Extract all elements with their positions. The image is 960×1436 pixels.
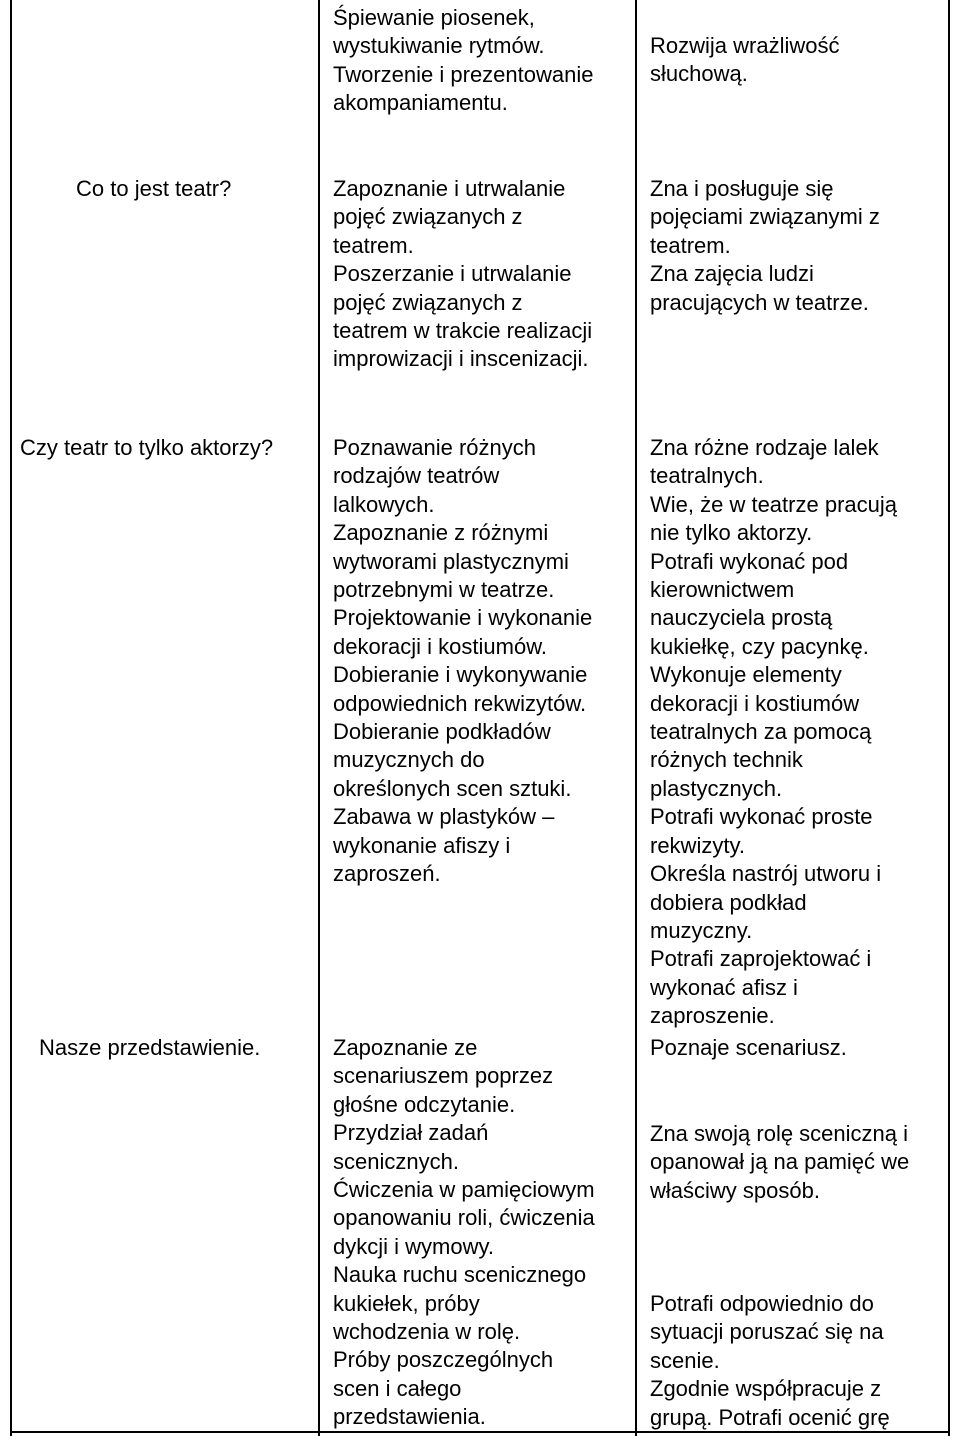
activities-cell — [333, 1034, 595, 1432]
text-line: Przydział zadań — [333, 1120, 489, 1146]
text-line: Potrafi wykonać proste — [650, 804, 873, 830]
text-line: Określa nastrój utworu i — [650, 861, 882, 887]
text-line: improwizacji i inscenizacji. — [333, 346, 589, 372]
text-line: Rozwija wrażliwość — [650, 33, 840, 58]
text-line: zaproszenie. — [650, 1003, 775, 1029]
text-line: lalkowych. — [333, 491, 435, 517]
text-line: teatralnych. — [650, 463, 764, 489]
text-line: muzycznych do — [333, 747, 485, 773]
text-line: Potrafi odpowiednio do — [650, 1291, 874, 1316]
text-line: pojęć związanych z — [333, 204, 523, 230]
activities-cell — [333, 434, 592, 889]
text-line: scenicznych. — [333, 1148, 459, 1174]
outcomes-cell — [650, 1120, 909, 1205]
outcomes-cell — [650, 1290, 890, 1432]
text-line: pracujących w teatrze. — [650, 289, 869, 315]
outcomes-cell — [650, 32, 839, 89]
text-line: Wykonuje elementy — [650, 662, 842, 688]
text-line: Wie, że w teatrze pracują — [650, 491, 897, 517]
text-line: Ćwiczenia w pamięciowym — [333, 1177, 595, 1203]
text-line: wchodzenia w rolę. — [333, 1319, 521, 1345]
text-line: Co to jest teatr? — [76, 176, 232, 201]
text-line: Próby poszczególnych — [333, 1347, 554, 1373]
text-line: Tworzenie i prezentowanie — [333, 61, 594, 87]
text-line: Zgodnie współpracuje z — [650, 1376, 882, 1402]
outcomes-cell — [650, 434, 897, 1031]
text-line: teatrem. — [333, 232, 414, 258]
text-line: Dobieranie podkładów — [333, 719, 551, 745]
text-line: Zna swoją rolę sceniczną i — [650, 1121, 909, 1146]
text-line: pojęć związanych z — [333, 289, 523, 315]
text-line: opanował ją na pamięć we — [650, 1149, 910, 1175]
text-line: wykonanie afiszy i — [333, 832, 511, 858]
text-line: Poszerzanie i utrwalanie — [333, 261, 572, 287]
text-line: Czy teatr to tylko aktorzy? — [20, 435, 274, 460]
text-line: rekwizyty. — [650, 832, 745, 858]
text-line: Zna i posługuje się — [650, 176, 834, 201]
table-border-left — [10, 0, 12, 1436]
activities-cell — [333, 175, 592, 374]
outcomes-cell — [650, 1034, 847, 1062]
text-line: Potrafi zaprojektować i — [650, 946, 872, 972]
text-line: dekoracji i kostiumów. — [333, 633, 547, 659]
text-line: muzyczny. — [650, 917, 753, 943]
text-line: opanowaniu roli, ćwiczenia — [333, 1205, 595, 1231]
topic-cell — [20, 434, 273, 462]
text-line: Dobieranie i wykonywanie — [333, 662, 588, 688]
text-line: słuchową. — [650, 61, 748, 87]
table-column-divider-1 — [318, 0, 320, 1436]
text-line: teatrem w trakcie realizacji — [333, 318, 593, 344]
text-line: zaproszeń. — [333, 861, 441, 887]
text-line: pojęciami związanymi z — [650, 204, 880, 230]
text-line: dekoracji i kostiumów — [650, 690, 860, 716]
text-line: scenariuszem poprzez — [333, 1063, 554, 1089]
text-line: wystukiwanie rytmów. — [333, 33, 545, 59]
text-line: dobiera podkład — [650, 889, 807, 915]
text-line: Zapoznanie z różnymi — [333, 520, 549, 546]
text-line: przedstawienia. — [333, 1404, 486, 1430]
topic-cell — [39, 1034, 260, 1062]
text-line: scen i całego — [333, 1375, 462, 1401]
text-line: określonych scen sztuki. — [333, 775, 572, 801]
table-border-right — [948, 0, 950, 1436]
text-line: grupą. Potrafi ocenić grę — [650, 1404, 890, 1430]
text-line: różnych technik — [650, 747, 803, 773]
text-line: dykcji i wymowy. — [333, 1233, 494, 1259]
text-line: rodzajów teatrów — [333, 463, 500, 489]
text-line: Nasze przedstawienie. — [39, 1035, 261, 1060]
outcomes-cell — [650, 175, 880, 317]
text-line: akompaniamentu. — [333, 90, 508, 116]
text-line: nie tylko aktorzy. — [650, 520, 813, 546]
text-line: scenie. — [650, 1347, 720, 1373]
text-line: Nauka ruchu scenicznego — [333, 1262, 587, 1288]
text-line: plastycznych. — [650, 775, 783, 801]
text-line: głośne odczytanie. — [333, 1091, 516, 1117]
text-line: Zabawa w plastyków – — [333, 804, 555, 830]
text-line: teatralnych za pomocą — [650, 719, 872, 745]
text-line: potrzebnymi w teatrze. — [333, 577, 555, 603]
table-column-divider-2 — [635, 0, 637, 1436]
text-line: sytuacji poruszać się na — [650, 1319, 884, 1345]
text-line: wytworami plastycznymi — [333, 548, 569, 574]
text-line: Zapoznanie ze — [333, 1035, 478, 1060]
text-line: kierownictwem — [650, 577, 795, 603]
text-line: nauczyciela prostą — [650, 605, 833, 631]
text-line: Zna zajęcia ludzi — [650, 261, 814, 287]
text-line: kukiełkę, czy pacynkę. — [650, 633, 869, 659]
text-line: Potrafi wykonać pod — [650, 548, 849, 574]
text-line: Śpiewanie piosenek, — [333, 5, 535, 30]
text-line: właściwy sposób. — [650, 1177, 820, 1203]
text-line: Poznaje scenariusz. — [650, 1035, 847, 1060]
text-line: odpowiednich rekwizytów. — [333, 690, 587, 716]
text-line: Zna różne rodzaje lalek — [650, 435, 879, 460]
text-line: Zapoznanie i utrwalanie — [333, 176, 566, 201]
text-line: Projektowanie i wykonanie — [333, 605, 593, 631]
text-line: wykonać afisz i — [650, 974, 798, 1000]
activities-cell — [333, 4, 593, 118]
text-line: Poznawanie różnych — [333, 435, 537, 460]
topic-cell — [76, 175, 231, 203]
text-line: teatrem. — [650, 232, 731, 258]
text-line: kukiełek, próby — [333, 1290, 480, 1316]
